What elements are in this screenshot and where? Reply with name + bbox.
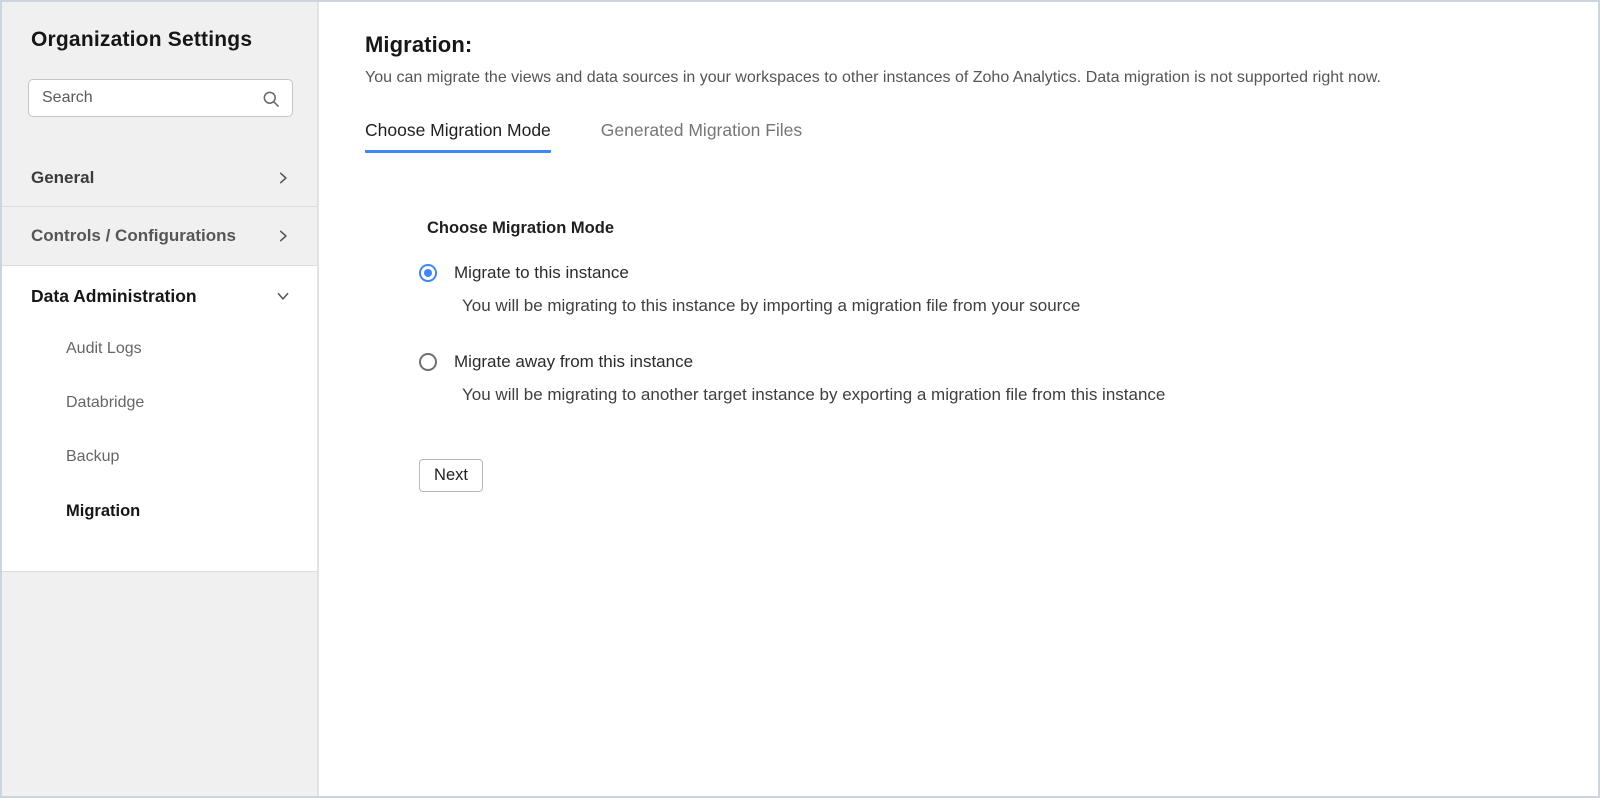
sidebar-item-migration[interactable]: Migration	[66, 502, 141, 520]
next-button[interactable]: Next	[419, 459, 483, 492]
tab-choose-migration-mode[interactable]: Choose Migration Mode	[365, 120, 551, 153]
radio-label: Migrate to this instance	[454, 263, 629, 282]
radio-description: You will be migrating to another target instance by exporting a migration file from this instance	[462, 385, 1166, 404]
migration-mode-form	[419, 219, 1558, 492]
tab-generated-migration-files[interactable]: Generated Migration Files	[600, 120, 803, 140]
radio-selected-icon[interactable]	[419, 264, 437, 282]
sidebar	[2, 2, 319, 796]
search-box[interactable]	[28, 79, 293, 117]
option-migrate-away-from-this-instance	[419, 352, 1558, 405]
sidebar-item-data-administration[interactable]	[2, 266, 317, 326]
page-title: Migration:	[365, 32, 473, 57]
sidebar-subitems	[2, 326, 317, 535]
sidebar-item-label: Controls / Configurations	[31, 226, 236, 245]
option-migrate-to-this-instance	[419, 263, 1558, 316]
search-icon	[261, 89, 281, 109]
chevron-down-icon	[276, 289, 290, 303]
sidebar-item-label: Data Administration	[31, 285, 197, 306]
tab-bar	[365, 120, 1558, 153]
sidebar-item-audit-logs[interactable]: Audit Logs	[66, 340, 142, 357]
sidebar-section-data-administration	[2, 265, 317, 572]
chevron-right-icon	[276, 229, 290, 243]
sidebar-item-databridge[interactable]: Databridge	[66, 394, 145, 411]
sidebar-item-general[interactable]	[2, 149, 317, 207]
search-input[interactable]	[29, 80, 292, 116]
sidebar-item-label: General	[31, 167, 95, 187]
form-heading: Choose Migration Mode	[427, 219, 614, 237]
radio-row[interactable]	[419, 352, 1558, 372]
sidebar-title: Organization Settings	[31, 28, 253, 51]
radio-unselected-icon[interactable]	[419, 353, 437, 371]
sidebar-item-controls-configurations[interactable]	[2, 207, 317, 265]
radio-description: You will be migrating to this instance by importing a migration file from your source	[462, 296, 1081, 315]
main-content	[319, 2, 1598, 796]
page-description: You can migrate the views and data sources in your workspaces to other instances of Zoho Analytics. Data migration is not supported right now.	[365, 69, 1381, 86]
sidebar-nav	[2, 149, 317, 572]
sidebar-item-backup[interactable]: Backup	[66, 448, 120, 465]
chevron-right-icon	[276, 171, 290, 185]
radio-row[interactable]	[419, 263, 1558, 283]
radio-label: Migrate away from this instance	[454, 352, 694, 371]
